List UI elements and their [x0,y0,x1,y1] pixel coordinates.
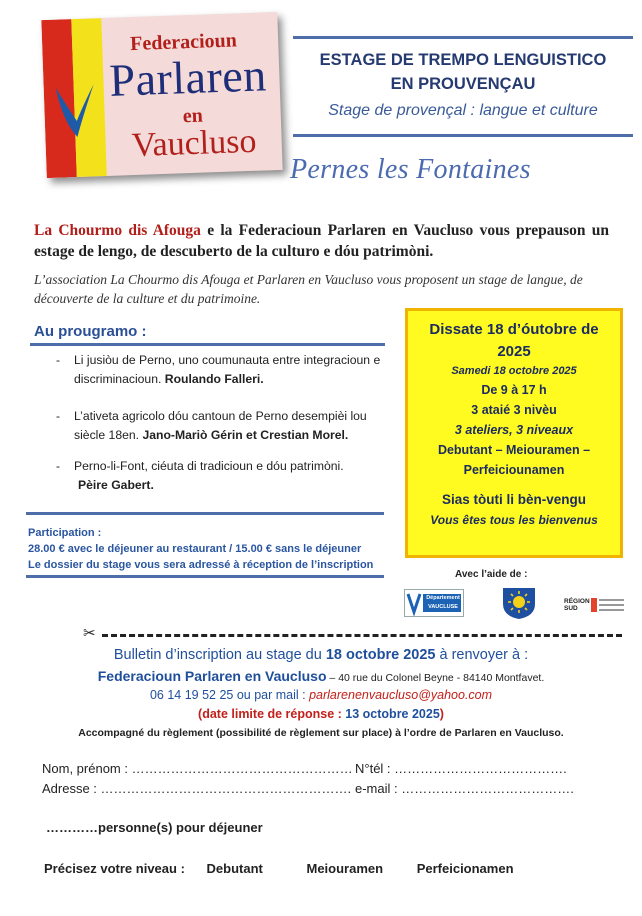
intro-provencal [34,220,609,262]
program-item-text: Perno-li-Font, ciéuta di tradicioun e dóu patrimòni. [74,459,344,473]
title-line-2: EN PROUVENÇAU [390,75,536,93]
date-provencal-line1: Dissate 18 d’óutobre de [429,321,599,338]
contact-line [0,688,642,702]
payment-note: Accompagné du règlement (possibilité de règlement sur place) à l’ordre de Parlaren en Vaucluso. [78,727,564,739]
contact-phone: 06 14 19 52 25 ou par mail : [149,688,310,702]
program-item-text: Li jusiòu de Perno, uno coumunauta entre integracioun e discriminacioun. [74,353,381,386]
welcome-french: Vous êtes tous les bienvenus [430,513,598,527]
logo-v-mark-icon [51,80,99,142]
program-item [56,351,396,389]
region-line-icon [599,599,624,601]
program-item-text: L’ativeta agricolo dóu cantoun de Perno desempièi lou siècle 18en. [74,409,367,442]
ateliers-provencal: 3 ataié 3 nivèu [471,403,557,417]
date-provencal-line2: 2025 [497,343,531,360]
lunch-count-field[interactable]: …………personne(s) pour déjeuner [46,820,263,835]
region-line-icon [599,609,624,611]
date-box [405,308,623,558]
logo-parlaren: Parlaren [108,49,268,106]
region-sud-logo [564,596,624,614]
date-french: Samedi 18 octobre 2025 [451,365,577,377]
participation-note: Le dossier du stage vous sera adressé à réception de l’inscription [28,559,374,571]
program-item-speaker: Roulando Falleri. [164,372,264,386]
phone-field[interactable]: N°tél : …………………………………. [355,761,567,776]
bullet-dash: - [56,409,61,423]
federacioun-logo [41,12,282,178]
region-line-icon [599,604,624,606]
level-label: Précisez votre niveau : [44,861,185,876]
bulletin-heading [0,647,642,663]
page-subtitle: Stage de provençal : langue et culture [328,102,598,119]
federation-address-line [0,668,642,684]
page-title [293,48,633,96]
title-bottom-rule [293,134,633,137]
level-option-perfeicionamen[interactable]: Perfeicionamen [416,861,514,876]
federation-address: – 40 rue du Colonel Beyne - 84140 Montfavet. [326,672,545,684]
sponsors-label: Avec l’aide de : [455,569,528,580]
level-option-debutant[interactable]: Debutant [206,861,263,876]
deadline-line [0,707,642,721]
program-item [56,407,396,445]
intro-french: L’association La Chourmo dis Afouga et Parlaren en Vaucluso vous proposent un stage de langue, de découverte de la culture et du patrimoine. [34,272,583,306]
deadline-date: 13 octobre 2025 [345,707,440,721]
logo-en: en [182,104,204,128]
program-rule [30,343,385,346]
hours: De 9 à 17 h [481,383,547,397]
sun-shield-logo-icon [500,586,538,620]
logo-federacioun: Federacioun [129,29,238,56]
region-flag-icon [591,598,597,612]
vaucluse-logo-text: Département VAUCLUSE [426,595,460,610]
bulletin-pre: Bulletin d’inscription au stage du [113,647,326,663]
title-line-1: ESTAGE DE TREMPO LENGUISTICO [319,51,607,69]
program-item-speaker: Pèire Gabert. [78,478,154,492]
participation-label: Participation : [28,527,102,539]
program-title: Au prougramo : [34,323,147,340]
levels-line1: Debutant – Meiouramen – [437,443,591,457]
vaucluse-department-logo [404,589,464,617]
bulletin-date: 18 octobre 2025 [325,647,436,663]
title-top-rule [293,36,633,39]
contact-email[interactable]: parlarenenvaucluso@yahoo.com [309,688,493,702]
bulletin-post: à renvoyer à : [435,647,529,663]
place-heading: Pernes les Fontaines [290,154,531,185]
logo-vaucluso: Vaucluso [131,122,257,165]
participation-prices: 28.00 € avec le déjeuner au restaurant / 15.00 € sans le déjeuner [28,543,362,555]
welcome-provencal: Sias tòuti li bèn-vengu [441,492,586,507]
participation-bottom-rule [26,575,384,578]
scissors-icon: ✂ [83,625,96,642]
participation-top-rule [26,512,384,515]
level-option-meiouramen[interactable]: Meiouramen [306,861,384,876]
cut-line [102,634,622,637]
federation-name: Federacioun Parlaren en Vaucluso [97,668,327,684]
bullet-dash: - [56,459,61,473]
participation-block [28,525,388,573]
deadline-post: ) [439,707,444,721]
address-field[interactable]: Adresse : …………………………………………………. [42,781,352,796]
name-field[interactable]: Nom, prénom : …………………………………………… [42,761,353,776]
region-logo-text: RÉGION SUD [564,598,590,612]
intro-org-name: La Chourmo dis Afouga [34,222,201,239]
intro-oc-text: e la Federacioun Parlaren en Vaucluso vous prepauson un estage de lengo, de descuberto de la culturo e dóu patrimòni. [34,222,609,260]
ateliers-french: 3 ateliers, 3 niveaux [454,423,574,437]
bullet-dash: - [56,353,61,367]
program-item [56,457,396,495]
level-selector [44,861,514,876]
email-field[interactable]: e-mail : …………………………………. [355,781,574,796]
program-item-speaker: Jano-Mariò Gérin et Crestian Morel. [142,428,349,442]
levels-line2: Perfeiciounamen [463,463,565,477]
deadline-pre: (date limite de réponse : [198,707,346,721]
